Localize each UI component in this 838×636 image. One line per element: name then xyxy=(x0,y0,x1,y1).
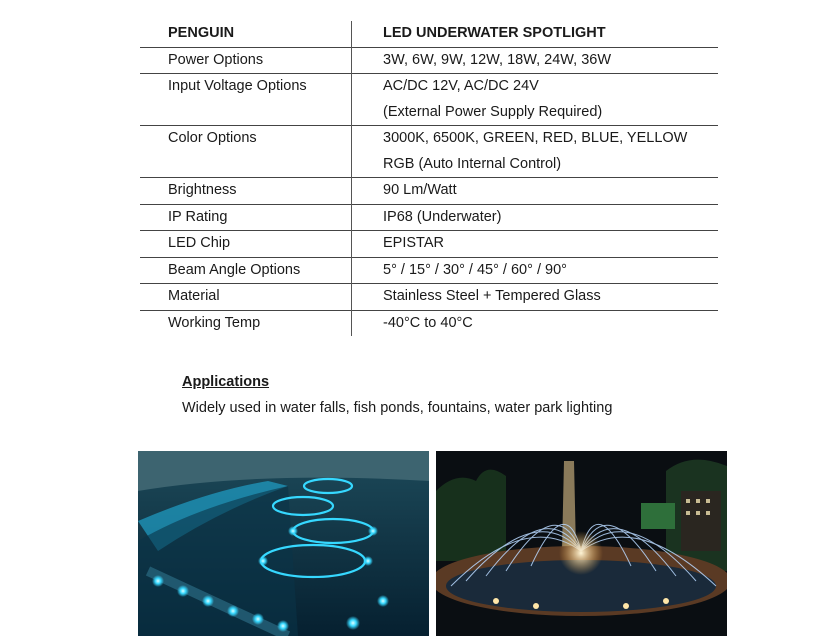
applications-text: Widely used in water falls, fish ponds, fountains, water park lighting xyxy=(182,400,613,416)
spec-label: IP Rating xyxy=(168,208,228,225)
spec-label: Color Options xyxy=(168,130,257,146)
spec-table xyxy=(140,21,718,336)
spec-label: Input Voltage Options xyxy=(168,78,307,94)
spec-value: 3000K, 6500K, GREEN, RED, BLUE, YELLOW RGB (Auto Internal Control) xyxy=(352,126,719,178)
spec-value: 5° / 15° / 30° / 45° / 60° / 90° xyxy=(352,257,719,284)
table-row xyxy=(140,74,718,126)
spec-label: LED Chip xyxy=(168,235,231,251)
header-brand: PENGUIN xyxy=(168,25,235,41)
table-row xyxy=(140,126,718,178)
applications-title: Applications xyxy=(182,374,270,390)
illuminated-pool-photo xyxy=(138,451,429,636)
spec-label: Material xyxy=(168,288,220,304)
spec-value: IP68 (Underwater) xyxy=(352,204,719,231)
table-row xyxy=(140,310,718,336)
table-row xyxy=(140,231,718,258)
spec-value: 90 Lm/Watt xyxy=(352,178,719,205)
table-row xyxy=(140,257,718,284)
table-row xyxy=(140,204,718,231)
spec-label: Beam Angle Options xyxy=(168,261,301,278)
spec-label: Working Temp xyxy=(168,314,261,331)
spec-table-header xyxy=(140,21,718,47)
table-row xyxy=(140,178,718,205)
header-product: LED UNDERWATER SPOTLIGHT xyxy=(352,21,719,47)
spec-value: AC/DC 12V, AC/DC 24V (External Power Supply Required) xyxy=(352,74,719,126)
spec-value: Stainless Steel + Tempered Glass xyxy=(352,284,719,311)
spec-value: EPISTAR xyxy=(352,231,719,258)
spec-label: Power Options xyxy=(168,51,264,68)
fountain-at-night-photo xyxy=(436,451,727,636)
spec-value: 3W, 6W, 9W, 12W, 18W, 24W, 36W xyxy=(352,47,719,74)
table-row xyxy=(140,47,718,74)
spec-label: Brightness xyxy=(168,182,237,198)
spec-value: -40°C to 40°C xyxy=(352,310,719,336)
table-row xyxy=(140,284,718,311)
